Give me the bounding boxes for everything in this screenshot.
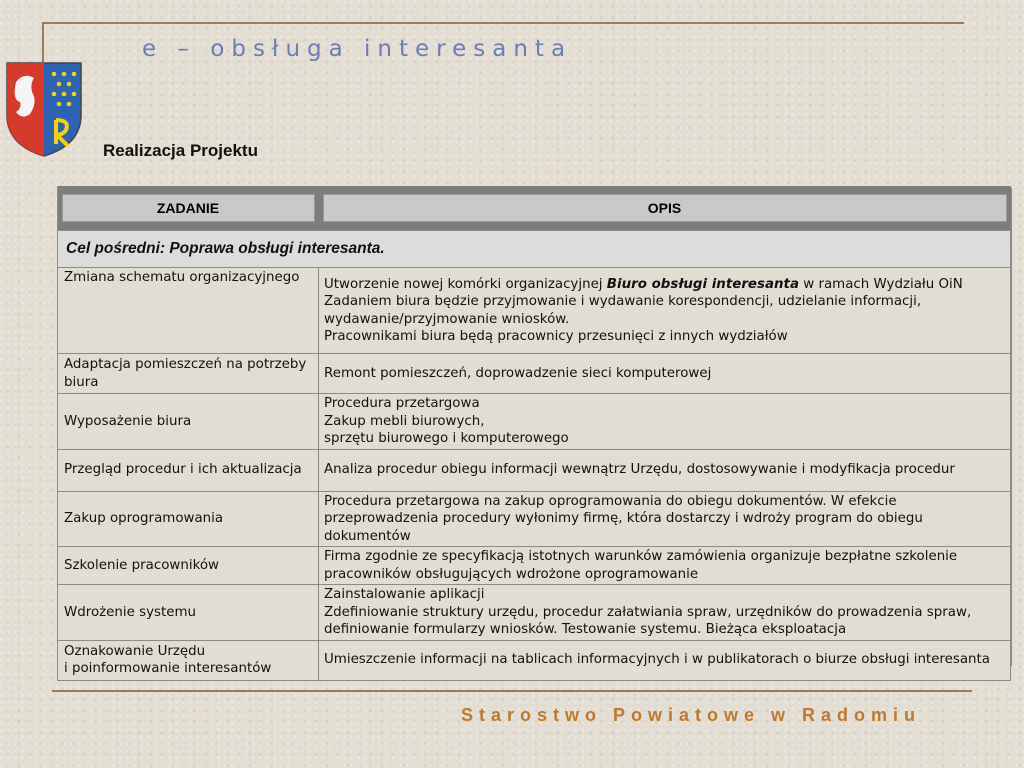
description-cell: [319, 491, 1011, 547]
description-cell: [319, 449, 1011, 491]
project-table: [57, 186, 1010, 676]
task-cell: Zakup oprogramowania: [58, 491, 319, 547]
description-cell: [319, 585, 1011, 641]
table-row: [58, 449, 1011, 491]
description-cell: [319, 354, 1011, 394]
footer-text: Starostwo Powiatowe w Radomiu: [461, 705, 922, 725]
description-line: Remont pomieszczeń, doprowadzenie sieci komputerowej: [324, 365, 712, 381]
coat-of-arms-icon: [4, 60, 84, 158]
task-cell: Wdrożenie systemu: [58, 585, 319, 641]
description-cell: [319, 394, 1011, 450]
description-line: Procedura przetargowa na zakup oprogramowania do obiegu dokumentów. W efekcie przeprowadzenia procedury wyłonimy firmę, która dostarczy i wdroży program do obiegu dokumentów: [324, 493, 923, 544]
bottom-rule: [52, 690, 972, 692]
task-cell: Oznakowanie Urzędu i poinformowanie interesantów: [58, 640, 319, 680]
task-cell: Zmiana schematu organizacyjnego: [58, 268, 319, 354]
header-cell-description: OPIS: [319, 186, 1011, 231]
description-line: Analiza procedur obiegu informacji wewnątrz Urzędu, dostosowywanie i modyfikacja procedur: [324, 462, 955, 478]
description-line: Umieszczenie informacji na tablicach informacyjnych i w publikatorach o biurze obsługi interesanta: [324, 652, 991, 668]
description-line: Zainstalowanie aplikacji: [324, 587, 485, 602]
description-line: sprzętu biurowego i komputerowego: [324, 431, 569, 446]
header-title: e – obsługa interesanta: [142, 36, 573, 62]
table-row: [58, 268, 1011, 354]
description-line: Procedura przetargowa: [324, 396, 480, 411]
description-line: Utworzenie nowej komórki organizacyjnej Biuro obsługi interesanta w ramach Wydziału OiN: [324, 276, 963, 292]
top-rule-vertical: [42, 22, 44, 62]
table-row: [58, 547, 1011, 585]
task-cell: Szkolenie pracowników: [58, 547, 319, 585]
department-name: Biuro obsługi interesanta: [606, 276, 799, 292]
description-cell: [319, 640, 1011, 680]
description-cell: [319, 547, 1011, 585]
table-row: [58, 640, 1011, 680]
task-cell: Adaptacja pomieszczeń na potrzeby biura: [58, 354, 319, 394]
description-line: Pracownikami biura będą pracownicy przesunięci z innych wydziałów: [324, 329, 788, 344]
task-cell: Przegląd procedur i ich aktualizacja: [58, 449, 319, 491]
description-line: Firma zgodnie ze specyfikacją istotnych warunków zamówienia organizuje bezpłatne szkolenie pracowników obsługujących wdrożone oprogramowanie: [324, 549, 958, 582]
description-cell: [319, 268, 1011, 354]
task-cell: Wyposażenie biura: [58, 394, 319, 450]
table-row: [58, 585, 1011, 641]
table-row: [58, 354, 1011, 394]
description-line: Zadaniem biura będzie przyjmowanie i wydawanie korespondencji, udzielanie informacji, wydawanie/przyjmowanie wniosków.: [324, 294, 922, 327]
description-line: Zdefiniowanie struktury urzędu, procedur załatwiania spraw, urzędników do prowadzenia spraw, definiowanie formularzy wniosków. Testowanie systemu. Bieżąca eksploatacja: [324, 604, 972, 637]
table-row: [58, 394, 1011, 450]
top-rule: [42, 22, 964, 24]
description-line: Zakup mebli biurowych,: [324, 413, 485, 429]
header-cell-task: ZADANIE: [58, 186, 319, 231]
table-row: [58, 491, 1011, 547]
goal-row: Cel pośredni: Poprawa obsługi interesanta.: [58, 231, 1011, 268]
section-title: Realizacja Projektu: [103, 141, 258, 160]
